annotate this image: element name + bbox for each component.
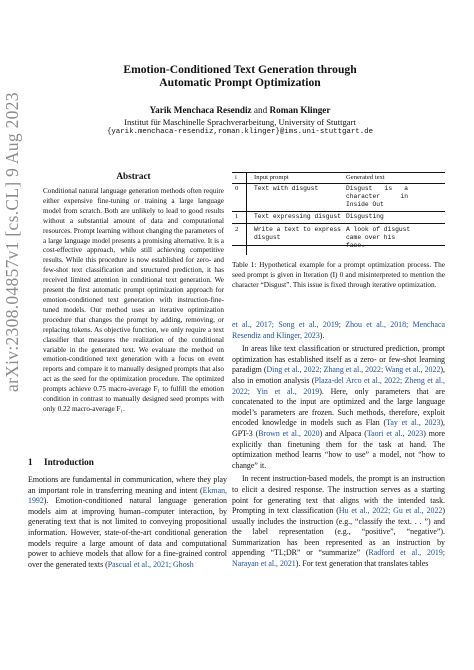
citation-link[interactable]: Pascual et al., 2021; Ghosh (107, 559, 194, 569)
paragraph-text: ), GPT-3 ( (232, 418, 446, 438)
paragraph (232, 474, 445, 569)
citation-link[interactable]: Brown et al., 2020 (258, 428, 320, 438)
table-row-0-generated: Disgust is a character in Inside Out (346, 185, 408, 208)
table-header-generated: Generated text (346, 174, 385, 181)
paragraph (232, 320, 445, 341)
citation-link[interactable]: Hu et al., 2022; Gu et al., 2022 (338, 506, 443, 516)
table-row-0-iteration: 0 (235, 185, 239, 192)
citation-link[interactable]: Taori et al., 2023 (366, 428, 424, 438)
table-column-separator (246, 172, 247, 255)
author-2: Roman Klinger (269, 105, 331, 115)
paragraph (232, 344, 445, 471)
table-caption: Table 1: Hypothetical example for a prompt optimization process. The seed prompt is given in Iteration (I) 0 and misinterpreted to mention the character “Disgust”. This issue is fixed through iterative optimization. (232, 260, 445, 289)
author-emails: {yarik.menchaca-resendiz,roman.klinger}@ims.uni-stuttgart.de (106, 128, 374, 136)
right-column-body (232, 320, 445, 570)
author-line (60, 105, 420, 115)
paragraph-text: In areas like text classification or structured prediction, prompt optimization has established itself as a zero- or few-shot learning paradigm ( (232, 344, 445, 375)
title-line-2: Automatic Prompt Optimization (159, 76, 321, 89)
intro-text: Emotions are fundamental in communication, where they play an important role in transferring meaning and intent ( (28, 475, 227, 495)
section-title: Introduction (44, 457, 94, 467)
paragraph-text: ). (319, 330, 325, 340)
section-number: 1 (28, 457, 33, 467)
table-row-2-generated: A look of disgust came over his face. (346, 226, 411, 249)
citation-link[interactable]: Ekman, 1992 (28, 485, 227, 506)
abstract-heading: Abstract (116, 171, 151, 181)
citation-link[interactable]: Tay et al., 2023 (386, 418, 441, 428)
citation-link[interactable]: Plaza-del Arco et al., 2022; Zheng et al., 2022; Yin et al., 2019 (232, 375, 445, 396)
table-row-0-prompt: Text with disgust (254, 185, 319, 192)
table-header-iteration: i (235, 174, 237, 181)
table-row-1-generated: Disgusting (346, 213, 384, 220)
citation-link[interactable]: Ding et al., 2022; Zhang et al., 2022; Wang et al., 2022 (266, 365, 441, 375)
table-row-2-prompt: Write a text to express disgust (254, 226, 341, 241)
citation-link[interactable]: Radford et al., 2019; Narayan et al., 2021 (232, 548, 445, 569)
paragraph-text: ), also in emotion analysis ( (232, 365, 445, 385)
paragraph-text: ) and Alpaca ( (319, 428, 367, 438)
table-bottom-rule (232, 245, 445, 246)
abstract-body: Conditional natural language generation methods often require either expensive fine-tuning or training a large language model from scratch. Both are unlikely to lead to good results without a substantial amount of data and computational resources. Prompt learning without changing the parameters of a large language model presents a promising alternative. It is a cost-effective approach, while still achieving competitive results. While this procedure is now established for zero- and few-shot text classification and structured prediction, it has received limited attention in conditional text generation. We present the first automatic prompt optimization approach for emotion-conditioned text generation with instruction-fine-tuned models. Our method uses an iterative optimization procedure that changes the prompt by adding, removing, or replacing tokens. As objective function, we only require a text classifier that measures the realization of the conditional variable in the generated text. We evaluate the method on emotion-conditioned text generation with a focus on event reports and compare it to manually designed prompts that also act as the seed for the optimization procedure. The optimized prompts achieve 0.75 macro-average F₁ to fulfill the emotion condition in contrast to manually designed seed prompts with only 0.22 macro-average F₁. (43, 187, 224, 413)
section-heading (28, 457, 94, 467)
paragraph-text: ). Here, only parameters that are concatenated to the input are optimized and the large language model’s parameters are frozen. Such methods, therefore, exploit encoded knowledge in models such as Flan ( (232, 386, 445, 428)
paper-title (60, 63, 420, 89)
table-row-rule (232, 223, 445, 224)
intro-text: ). Emotion-conditioned natural language generation models aim at improving human–computer interaction, by generating text that is not limited to conveying propositional information. However, state-of-the-art conditional generation models require a large amount of data and computational power to achieve models that allow for a fine-grained control over the generated texts ( (28, 496, 227, 569)
arxiv-identifier-text: arXiv:2308.04857v1 [cs.CL] 9 Aug 2023 (2, 92, 22, 392)
table-top-rule (232, 172, 445, 173)
table-row-2-iteration: 2 (235, 226, 239, 233)
arxiv-identifier-stamp (2, 92, 22, 404)
title-line-1: Emotion-Conditioned Text Generation through (123, 63, 357, 76)
author-1: Yarik Menchaca Resendiz (149, 105, 252, 115)
paragraph-text: ) usually includes the instruction (e.g., “classify the text. . . ”) and the label representation (e.g., “positive”, “negative”). Summarization has been represented as an instruction by appending “TL;DR” or “summarize” ( (232, 506, 445, 558)
author-conjunction: and (253, 105, 268, 115)
table-row-1-iteration: 1 (235, 213, 239, 220)
paragraph-text: In recent instruction-based models, the prompt is an instruction to elicit a desired response. The instruction serves as a starting point for generating text that aligns with the intended task. Prompting in text classification ( (232, 474, 445, 516)
table-row-rule (232, 211, 445, 212)
table-header-prompt: Input prompt (254, 174, 289, 181)
citation-link[interactable]: et al., 2017; Song et al., 2019; Zhou et al., 2018; Menchaca Resendiz and Klinger, 2023 (232, 320, 445, 340)
table-header-rule (232, 183, 445, 184)
table-row-1-prompt: Text expressing disgust (254, 213, 341, 220)
affiliation: Institut für Maschinelle Sprachverarbeitung, University of Stuttgart (124, 117, 356, 127)
paragraph-text: ). For text generation that translates tables (295, 559, 429, 569)
paragraph-text: ) more explicitly than finetuning them for the task at hand. The optimization method learns “how to use” a model, not “how to change” it. (232, 428, 445, 470)
introduction-paragraph (28, 475, 227, 570)
